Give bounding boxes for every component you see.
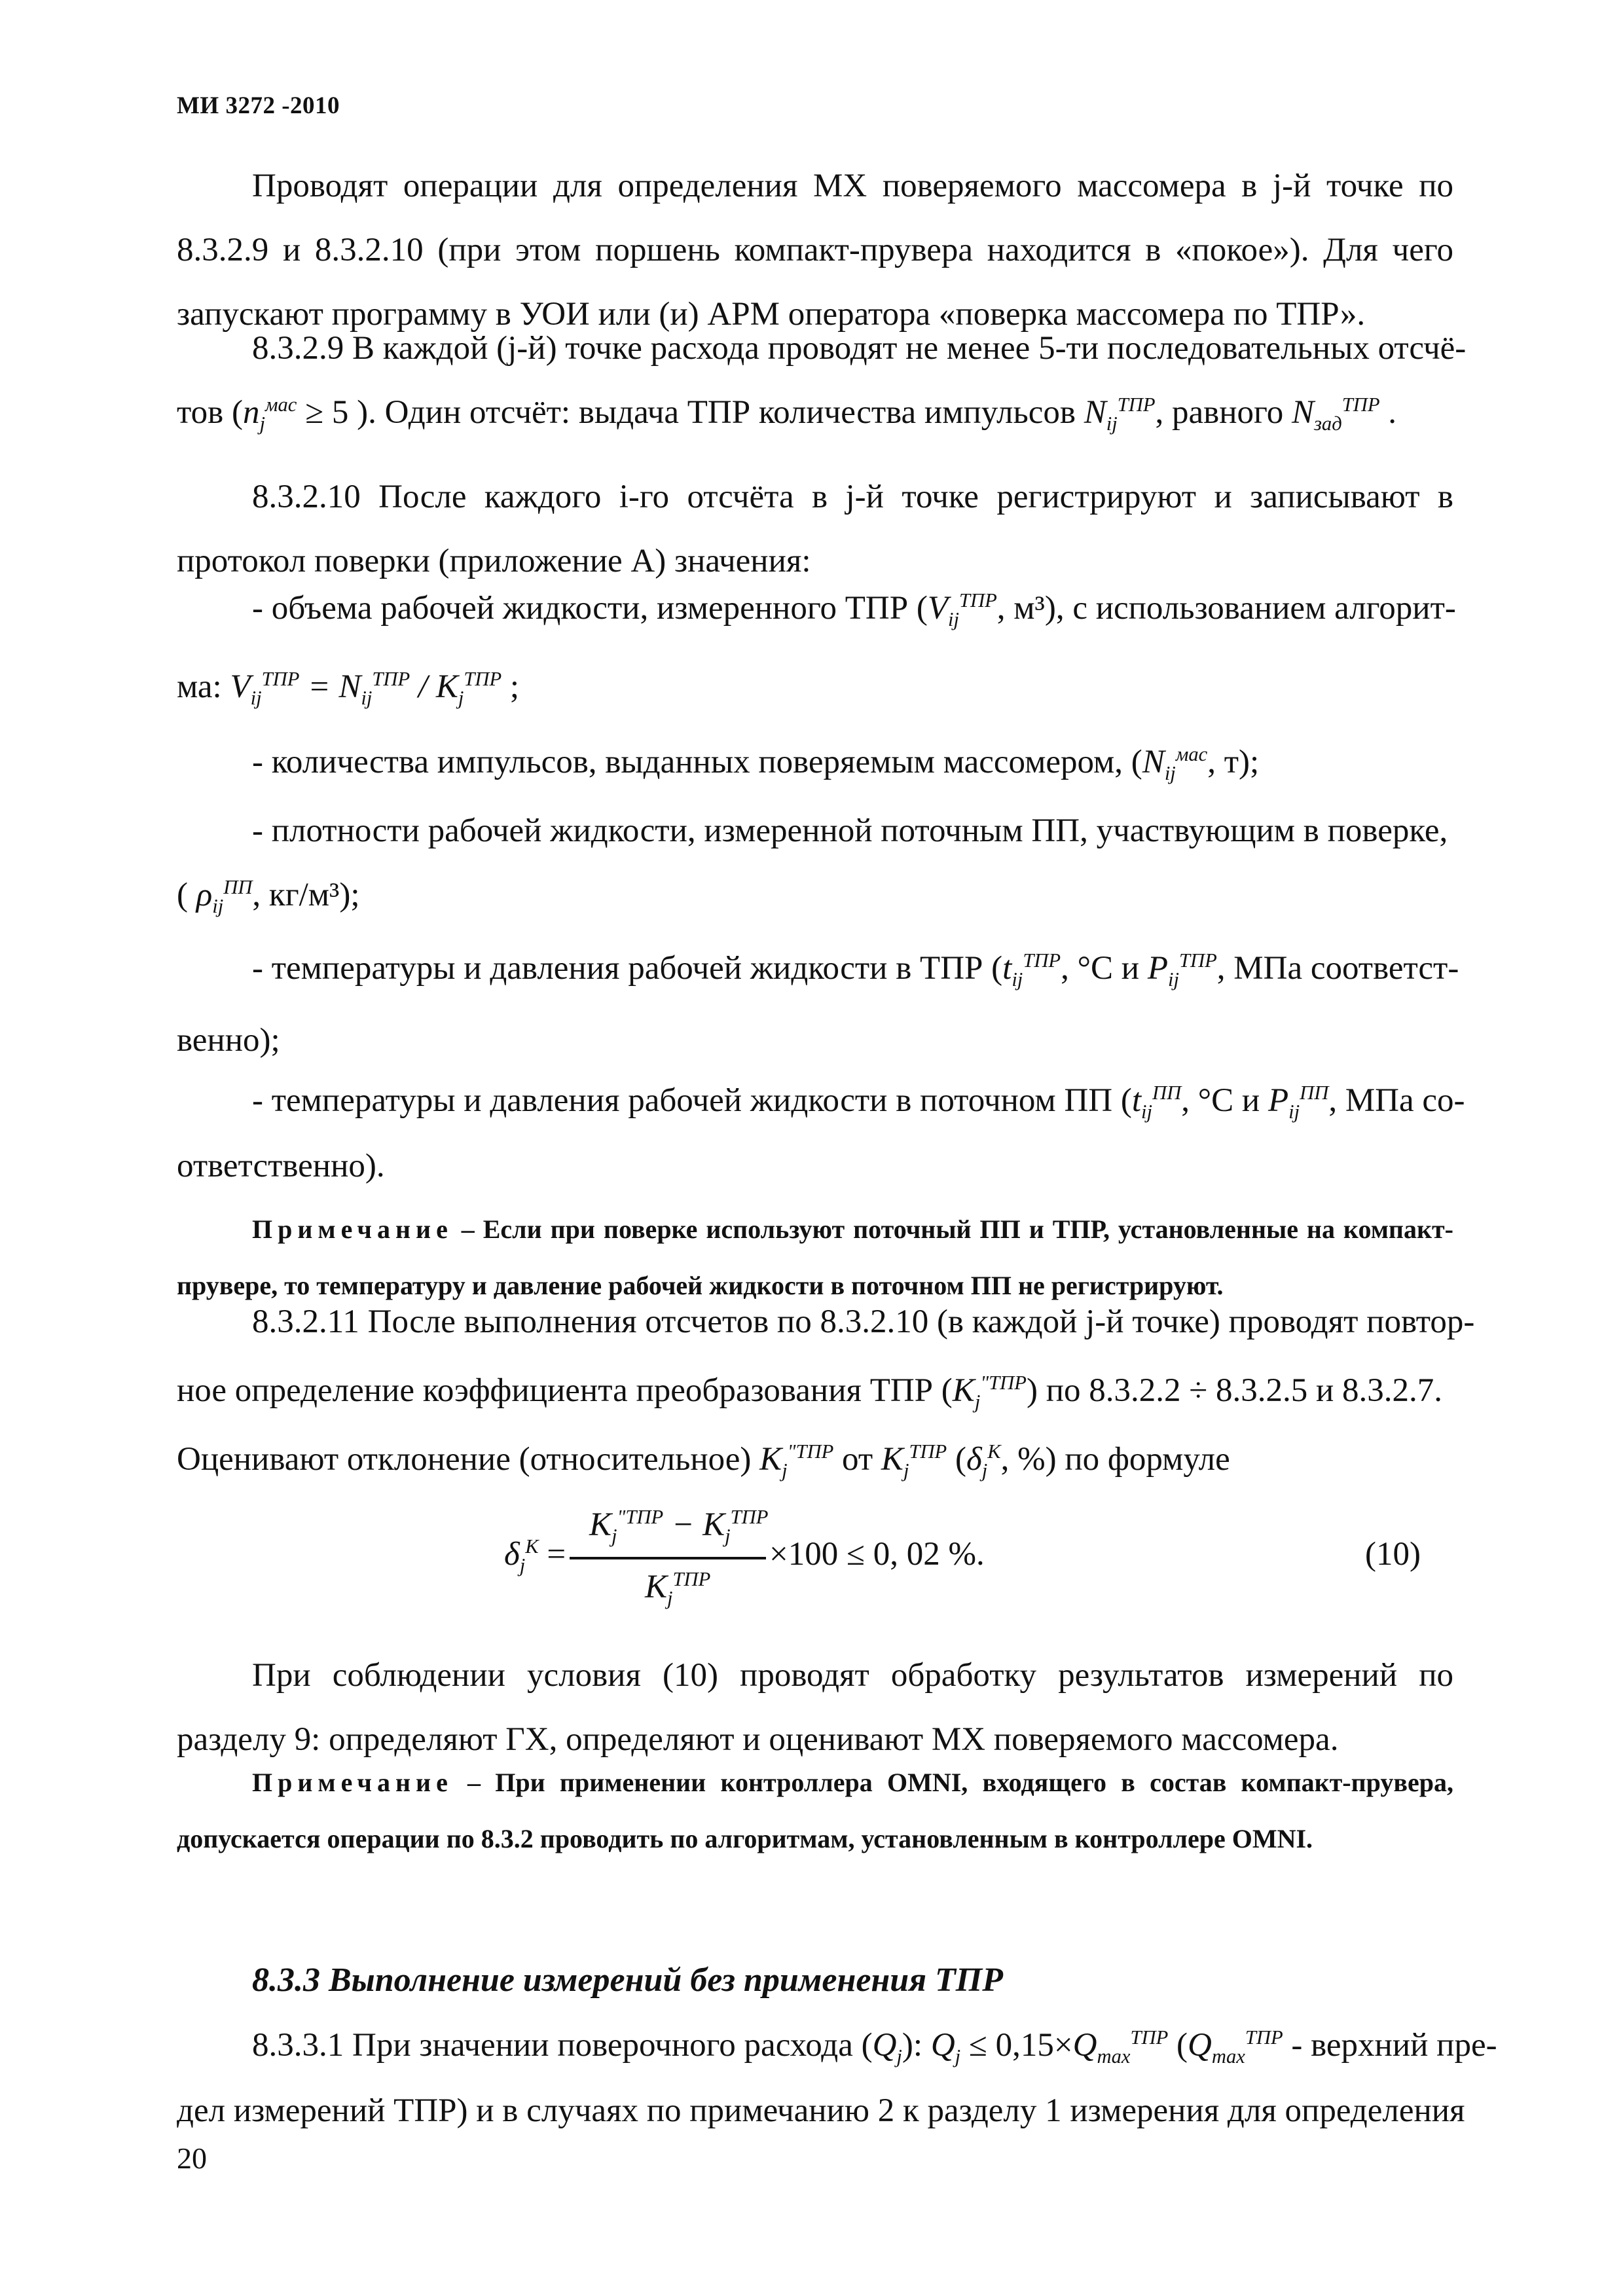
bullet-density-line2: ( $\rho_{ij}^{ПП}$, кг/м³);: [177, 876, 360, 918]
fraction-bar: [570, 1557, 766, 1559]
clause-8-3-3-1-line2: дел измерений ТПР) и в случаях по примечанию 2 к разделу 1 измерения для определения: [177, 2092, 1465, 2129]
paragraph-processing: При соблюдении условия (10) проводят обработку результатов измерений по разделу 9: определяют ГХ, определяют и оценивают МХ поверяемого массомера.: [177, 1657, 1453, 1758]
bullet-impulses: - количества импульсов, выданных поверяемым массомером, ($N_{ij}^{мас}$, т);: [252, 743, 1260, 785]
clause-8-3-2-9-line2: тов ($n_j^{мас} \ge 5$ ). Один отсчёт: выдача ТПР количества импульсов $N_{ij}^{ТПР}$, равного $N_{зад}^{ТПР}$ .: [177, 393, 1397, 435]
document-page: МИ 3272 -2010 Проводят операции для определения МХ поверяемого массомера в j-й точке по 8.3.2.9 и 8.3.2.10 (при этом поршень компакт-прувера находится в «покое»). Для чего запускают программу в УОИ или (и) АРМ оператора «поверка массомера по ТПР». 8.3.2.9 В каждой (j-й) точке расхода проводят не менее 5-ти последовательных отсчё- тов ($n_j^{мас} \ge 5$ ). Один отсчёт: выдача ТПР количества импульсов $N_{ij}^{ТПР}$, равного $N_{зад}^{ТПР}$ . 8.3.2.10 После каждого i-го отсчёта в j-й точке регистрируют и записывают в протокол поверки (приложение А) значения: - объема рабочей жидкости, измеренного ТПР ($V_{ij}^{ТПР}$, м³), с использованием алгорит- ма: $V_{ij}^{ТПР} = N_{ij}^{ТПР} / K_j^{ТПР}$ ; - количества импульсов, выданных поверяемым массомером, ($N_{ij}^{мас}$, т); - плотности рабочей жидкости, измеренной поточным ПП, участвующим в поверке, ( $\rho_{ij}^{ПП}$, кг/м³); - температуры и давления рабочей жидкости в ТПР ($t_{ij}^{ТПР}$, °С и $P_{ij}^{ТПР}$, МПа соответст- венно); - температуры и давления рабочей жидкости в поточном ПП ($t_{ij}^{ПП}$, °С и $P_{ij}^{ПП}$, МПа со- ответственно). Примечание – Если при поверке используют поточный ПП и ТПР, установленные на компакт-прувере, то температуру и давление рабочей жидкости в поточном ПП не регистрируют. 8.3.2.11 После выполнения отсчетов по 8.3.2.10 (в каждой j-й точке) проводят повтор- ное определение коэффициента преобразования ТПР $(K_j^{"ТПР})$ по 8.3.2.2 ÷ 8.3.2.5 и 8.3.2.7. Оценивают отклонение (относительное) $K_j^{"ТПР}$ от $K_j^{ТПР}$ ($\delta_j^K$, %) по формуле $\delta_j^K$ = $K_j^{"ТПР} - K_j^{ТПР}$ $K_j^{ТПР}$ ×100 ≤ 0, 02 %. (10) При соблюдении условия (10) проводят обработку результатов измерений по разделу 9: определяют ГХ, определяют и оценивают МХ поверяемого массомера. Примечание – При применении контроллера OMNI, входящего в состав компакт-прувера, допускается операции по 8.3.2 проводить по алгоритмам, установленным в контроллере OMNI. 8.3.3 Выполнение измерений без применения ТПР 8.3.3.1 При значении поверочного расхода $(Q_j)$: $Q_j \le 0,15\times Q_{max}^{ТПР}$ ($Q_{max}^{ТПР}$ - верхний пре- дел измерений ТПР) и в случаях по примечанию 2 к разделу 1 измерения для определения 20: [177, 92, 1497, 2175]
bullet-temp-pp-line2: ответственно).: [177, 1148, 385, 1184]
clause-8-3-2-10: 8.3.2.10 После каждого i-го отсчёта в j-й точке регистрируют и записывают в протокол поверки (приложение А) значения:: [177, 479, 1453, 579]
clause-8-3-2-9-line1: 8.3.2.9 В каждой (j-й) точке расхода проводят не менее 5-ти последовательных отсчё-: [252, 330, 1467, 367]
document-code: МИ 3272 -2010: [177, 92, 340, 119]
clause-8-3-2-11-line2: ное определение коэффициента преобразования ТПР $(K_j^{"ТПР})$ по 8.3.2.2 ÷ 8.3.2.5 и 8.3.2.7.: [177, 1372, 1443, 1413]
section-heading-8-3-3: 8.3.3 Выполнение измерений без применения ТПР: [252, 1961, 1003, 1999]
clause-8-3-3-1-line1: 8.3.3.1 При значении поверочного расхода $(Q_j)$: $Q_j \le 0,15\times Q_{max}^{ТПР}$ ($Q_{max}^{ТПР}$ - верхний пре-: [252, 2026, 1497, 2068]
page-number: 20: [177, 2141, 207, 2175]
bullet-density-line1: - плотности рабочей жидкости, измеренной поточным ПП, участвующим в поверке,: [252, 812, 1448, 849]
paragraph-intro: Проводят операции для определения МХ поверяемого массомера в j-й точке по 8.3.2.9 и 8.3.2.10 (при этом поршень компакт-прувера находится в «покое»). Для чего запускают программу в УОИ или (и) АРМ оператора «поверка массомера по ТПР».: [177, 168, 1453, 333]
bullet-volume-line2: ма: $V_{ij}^{ТПР} = N_{ij}^{ТПР} / K_j^{ТПР}$ ;: [177, 668, 520, 710]
bullet-volume-line1: - объема рабочей жидкости, измеренного ТПР ($V_{ij}^{ТПР}$, м³), с использованием алгорит-: [252, 589, 1456, 631]
formula-number: (10): [1365, 1536, 1421, 1573]
note-2: Примечание – При применении контроллера OMNI, входящего в состав компакт-прувера, допускается операции по 8.3.2 проводить по алгоритмам, установленным в контроллере OMNI.: [177, 1768, 1453, 1853]
bullet-temp-pp-line1: - температуры и давления рабочей жидкости в поточном ПП ($t_{ij}^{ПП}$, °С и $P_{ij}^{ПП}$, МПа со-: [252, 1082, 1465, 1123]
clause-8-3-2-11-line1: 8.3.2.11 После выполнения отсчетов по 8.3.2.10 (в каждой j-й точке) проводят повтор-: [252, 1303, 1475, 1340]
clause-8-3-2-11-line3: Оценивают отклонение (относительное) $K_j^{"ТПР}$ от $K_j^{ТПР}$ ($\delta_j^K$, %) по формуле: [177, 1440, 1230, 1482]
bullet-temp-tpr-line2: венно);: [177, 1022, 280, 1059]
note-1: Примечание – Если при поверке используют поточный ПП и ТПР, установленные на компакт-прувере, то температуру и давление рабочей жидкости в поточном ПП не регистрируют.: [177, 1214, 1453, 1300]
bullet-temp-tpr-line1: - температуры и давления рабочей жидкости в ТПР ($t_{ij}^{ТПР}$, °С и $P_{ij}^{ТПР}$, МПа соответст-: [252, 949, 1459, 991]
